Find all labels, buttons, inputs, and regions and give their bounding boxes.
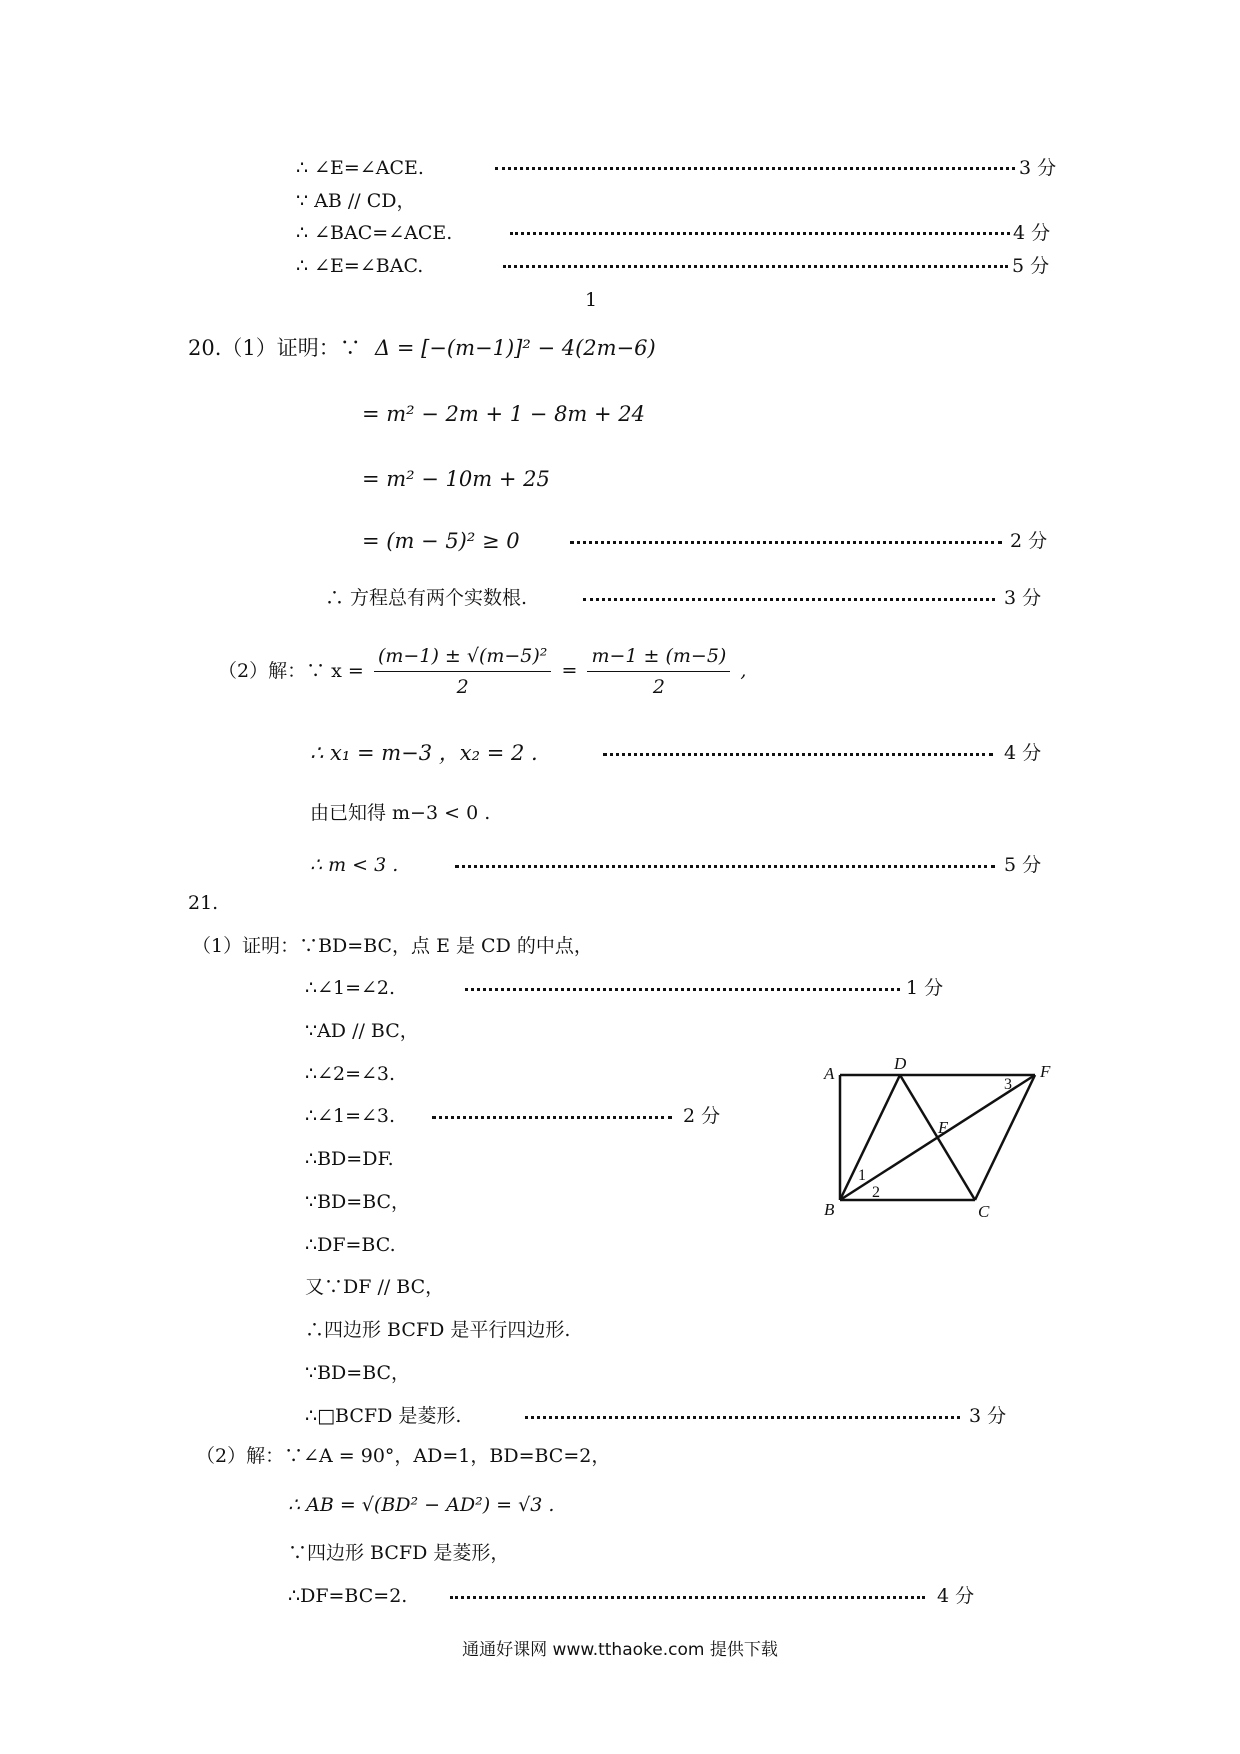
score: 2 分 [1010,530,1048,552]
label-e: E [938,1118,949,1137]
label-d: D [894,1055,907,1073]
label-c: C [978,1202,990,1221]
rhombus-statement: ∵四边形 BCFD 是菱形， [288,1542,510,1564]
q20-part2-label: （2）解：∵ x = [218,660,364,682]
dot-leader [495,167,1015,170]
dot-leader [570,541,1002,544]
fraction-1: $\frac{\text{(m−1) ± √(m−5)²}}{2}$ [374,643,551,700]
delta-expression: Δ = [−(m−1)]² − 4(2m−6) [375,336,656,360]
proof-line: ∵AD // BC， [305,1020,419,1042]
comma: , [740,659,747,682]
score: 3 分 [1004,587,1042,609]
label-f: F [1040,1062,1051,1081]
known-condition: 由已知得 m−3 < 0 . [310,802,491,824]
step-3: = (m − 5)² ≥ 0 [362,529,520,553]
page-number: 1 [585,289,598,311]
score: 5 分 [1012,255,1050,277]
proof-line: ∴DF=BC. [305,1234,396,1256]
score: 1 分 [906,977,944,999]
root-formula [370,643,746,700]
ab-computation: ∴ AB = √(BD² − AD²) = √3 . [288,1494,555,1516]
footer: 通通好课网 www.tthaoke.com 提供下载 [462,1640,778,1660]
label-b: B [824,1200,835,1219]
dot-leader [510,232,1010,235]
result-line: ∴ m < 3 . [310,854,399,876]
dot-leader [455,865,995,868]
step-2: = m² − 10m + 25 [362,467,550,491]
dot-leader [603,753,993,756]
score: 4 分 [1013,222,1051,244]
q21-part1-head: （1）证明：∵BD=BC，点 E 是 CD 的中点， [192,935,593,957]
s19-line4: ∴ ∠E=∠BAC. [296,255,424,277]
q20-part1-label: 20.（1）证明：∵ [188,336,361,360]
score: 2 分 [683,1105,721,1127]
dot-leader [583,598,995,601]
angle-label-3: 3 [1004,1076,1012,1093]
s19-line1: ∴ ∠E=∠ACE. [296,157,424,179]
q21-part2-head: （2）解：∵∠A = 90°，AD=1，BD=BC=2， [196,1445,611,1467]
proof-line: ∴∠2=∠3. [305,1063,396,1085]
df-result: ∴DF=BC=2. [288,1585,408,1607]
conclusion-1: ∴ 方程总有两个实数根. [325,587,528,609]
proof-line: ∴∠1=∠2. [305,977,396,999]
step-1: = m² − 2m + 1 − 8m + 24 [362,402,646,426]
dot-leader [525,1416,960,1419]
proof-line: ∴BD=DF. [305,1148,394,1170]
proof-line: ∴四边形 BCFD 是平行四边形. [305,1319,571,1341]
label-a: A [824,1064,835,1083]
score: 4 分 [1004,742,1042,764]
dot-leader [465,988,900,991]
s19-line3: ∴ ∠BAC=∠ACE. [296,222,453,244]
score: 3 分 [1019,157,1057,179]
parallelogram-figure [810,1055,1070,1225]
roots-line: ∴ x₁ = m−3 ，x₂ = 2 . [310,741,538,765]
s19-line2: ∵ AB // CD， [296,190,416,212]
proof-line: ∵BD=BC， [305,1362,411,1384]
proof-line: ∴□BCFD 是菱形. [305,1405,462,1427]
angle-label-1: 1 [858,1167,866,1184]
dot-leader [450,1596,925,1599]
proof-line: 又∵DF // BC， [305,1276,445,1298]
proof-line: ∴∠1=∠3. [305,1105,396,1127]
score: 3 分 [969,1405,1007,1427]
fraction-2: $\frac{m-1 \pm (m-5)}{2}$ [587,643,730,700]
score: 4 分 [937,1585,975,1607]
dot-leader [503,265,1008,268]
equals-sign: = [561,659,578,682]
q21-number: 21. [188,892,219,914]
score: 5 分 [1004,854,1042,876]
proof-line: ∵BD=BC， [305,1191,411,1213]
dot-leader [432,1116,672,1119]
angle-label-2: 2 [872,1184,880,1201]
